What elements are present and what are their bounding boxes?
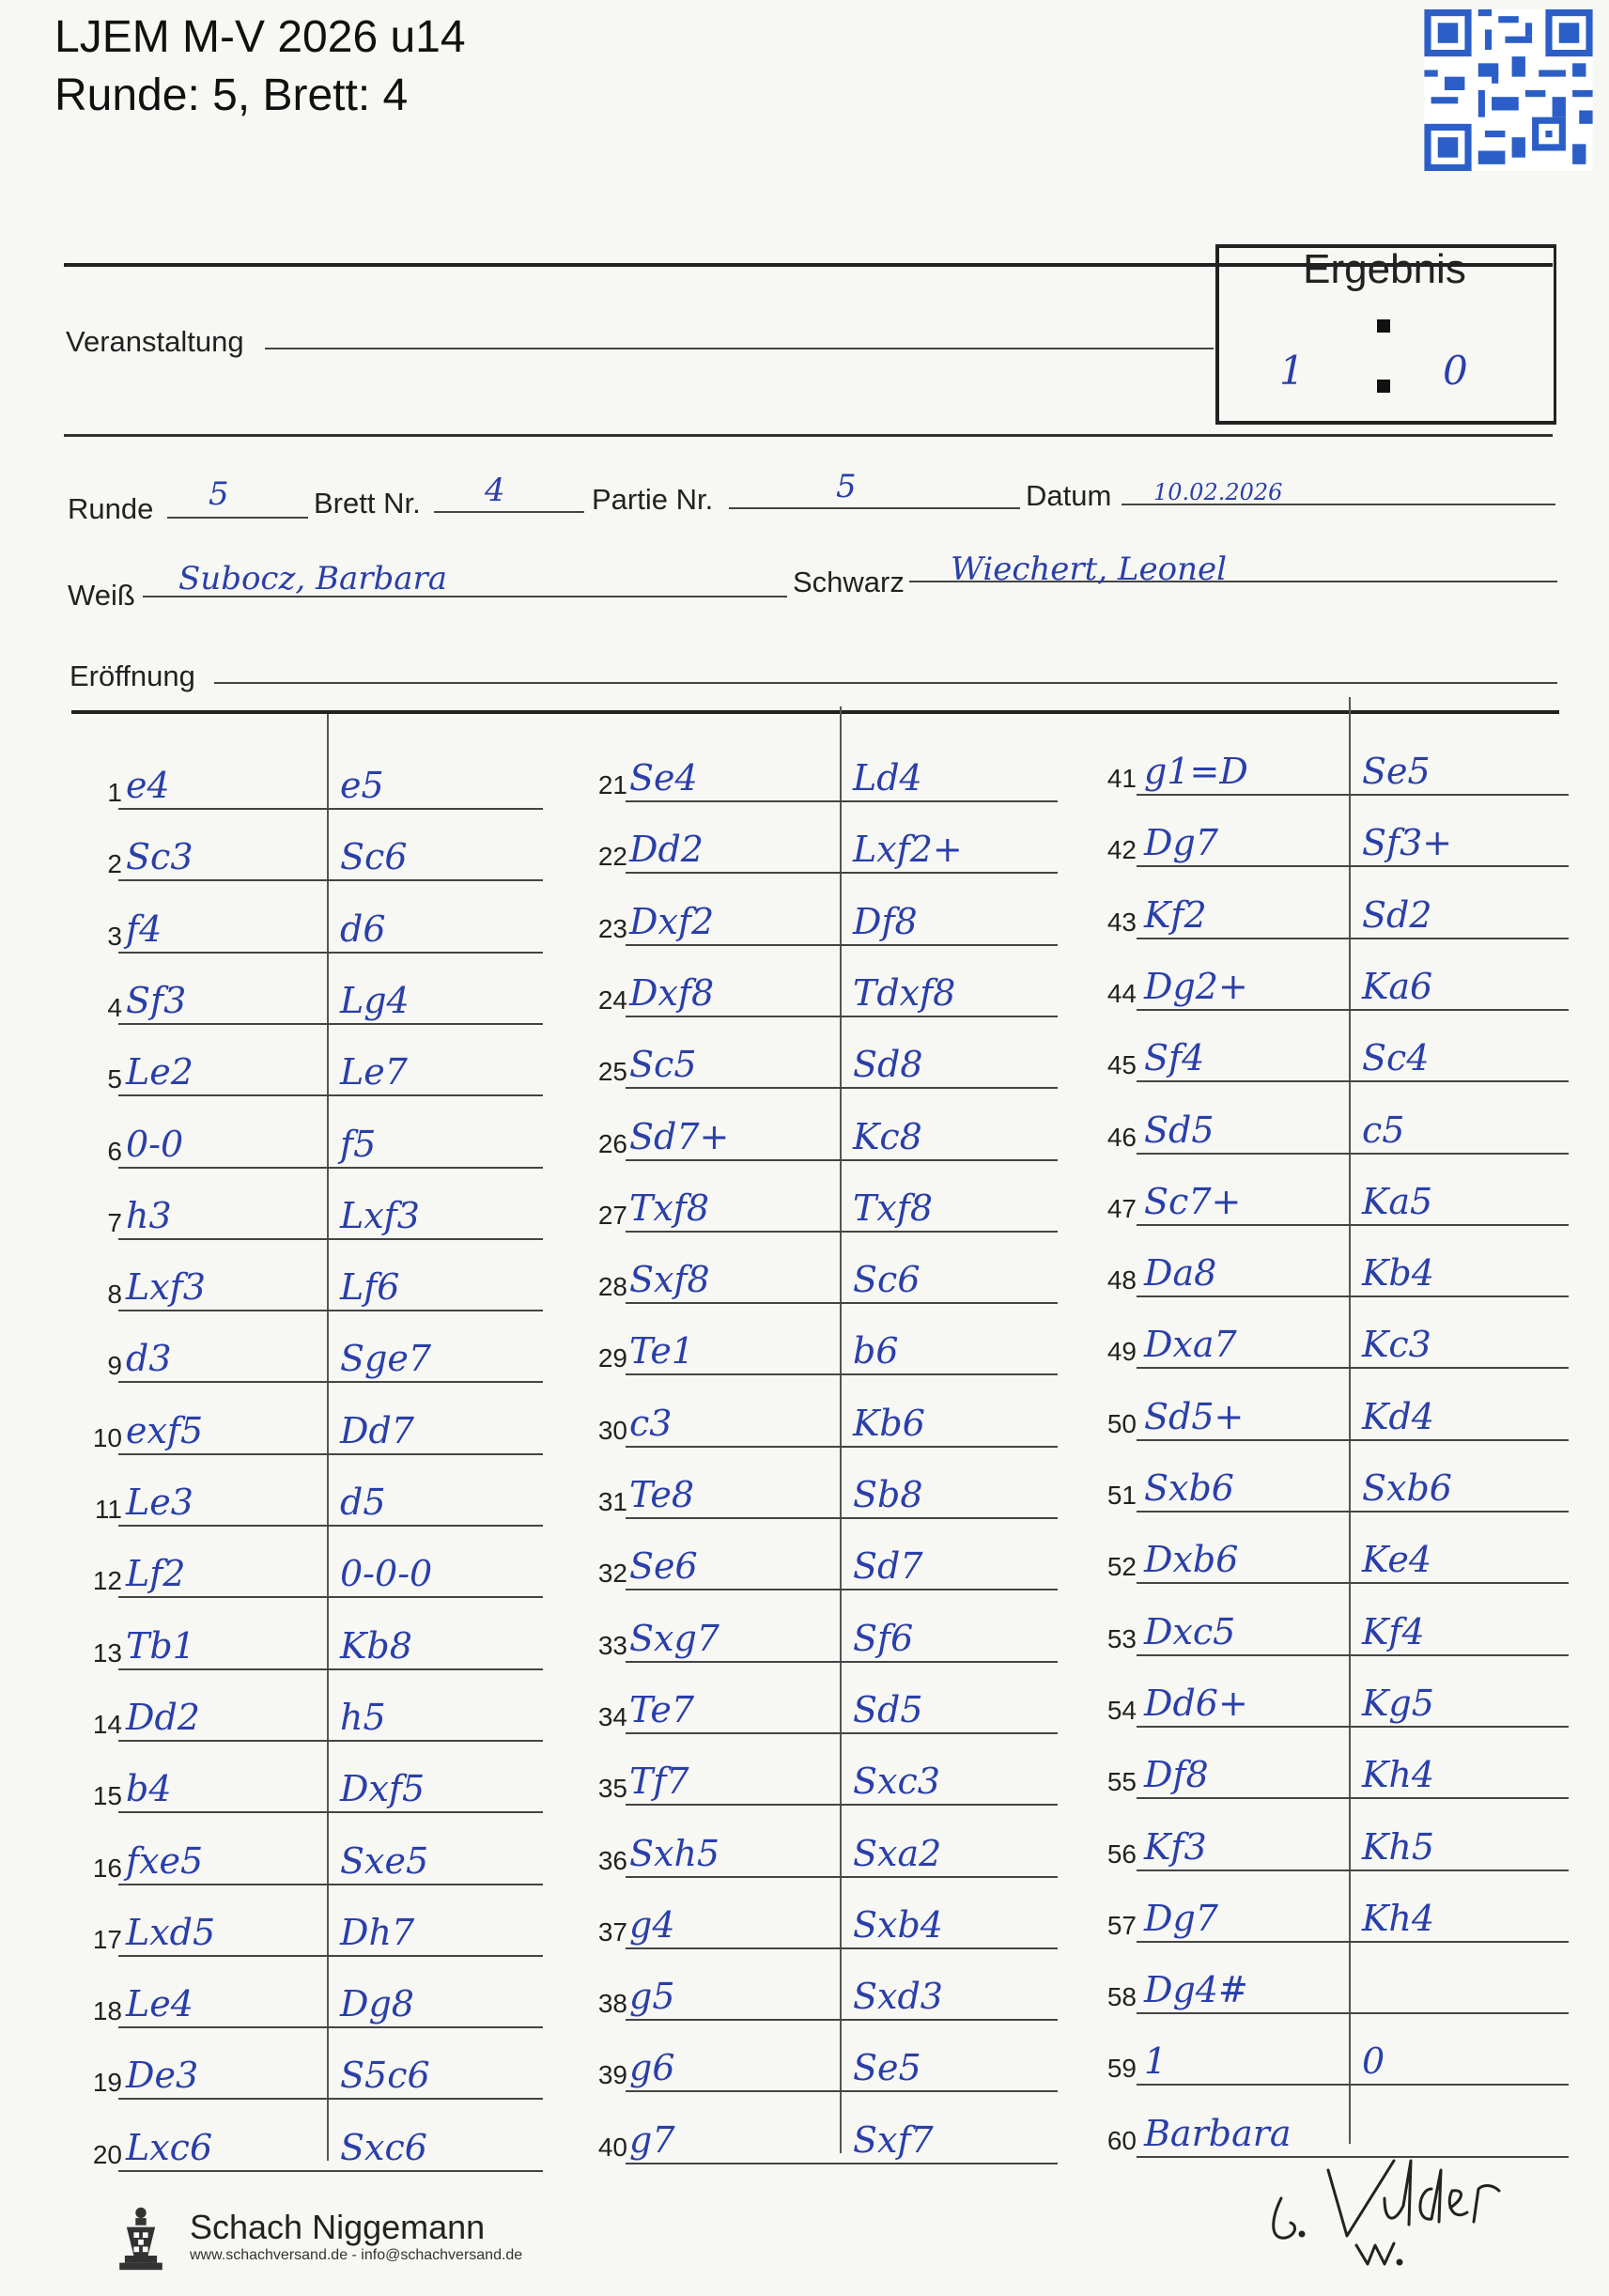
move-number: 24 [597,985,627,1015]
black-move[interactable]: Kf4 [1362,1610,1425,1652]
black-move[interactable]: Sxa2 [853,1832,942,1874]
game-value[interactable]: 5 [836,468,857,505]
move-row-line [1137,1367,1569,1369]
move-number: 42 [1106,835,1137,865]
move-row-line [1137,1941,1569,1943]
move-row-line [118,1023,543,1025]
move-number: 1 [107,778,122,807]
white-move[interactable]: Te7 [629,1688,695,1730]
move-number: 28 [597,1272,627,1302]
move-number: 18 [92,1996,122,2026]
black-move[interactable]: Sxe5 [340,1839,429,1882]
white-move[interactable]: c3 [629,1402,673,1444]
move-row-line [1137,1582,1569,1584]
move-number: 8 [107,1280,122,1310]
white-move[interactable]: Lxd5 [126,1911,216,1953]
black-move[interactable]: Sxf7 [853,2118,934,2161]
move-number: 33 [597,1630,627,1660]
move-number: 9 [107,1351,122,1381]
white-move[interactable]: Te1 [629,1330,695,1373]
move-row-line [1137,1797,1569,1799]
move-number: 32 [597,1559,627,1589]
white-move[interactable]: Le3 [126,1482,193,1523]
board-label: Brett Nr. [314,487,421,520]
white-move[interactable]: Dg4# [1144,1969,1248,2011]
move-number: 54 [1106,1695,1137,1725]
white-move[interactable]: Tb1 [126,1624,195,1667]
black-move[interactable]: Sxb6 [1362,1467,1452,1509]
publisher-contact: www.schachversand.de - info@schachversand.de [190,2247,523,2263]
move-number: 59 [1106,2054,1137,2084]
black-move[interactable]: Lxf3 [340,1194,420,1236]
black-move[interactable]: Kc8 [853,1115,922,1157]
move-row-line [1137,1726,1569,1728]
white-move[interactable]: Dd2 [126,1696,200,1738]
black-move[interactable]: Df8 [853,900,918,942]
white-move[interactable]: Sc5 [629,1044,697,1086]
black-move[interactable]: Sxb4 [853,1903,943,1946]
white-move[interactable]: g7 [629,2118,675,2161]
white-move[interactable]: Lxc6 [126,2126,213,2168]
white-move[interactable]: g6 [629,2047,675,2089]
move-row-line [1137,1439,1569,1441]
round-board-subtitle: Runde: 5, Brett: 4 [54,70,409,120]
white-move[interactable]: Sd7+ [629,1115,730,1157]
move-number: 29 [597,1343,627,1373]
black-move[interactable]: d5 [340,1482,386,1523]
date-value[interactable]: 10.02.2026 [1153,479,1283,505]
black-move[interactable]: Sc6 [340,836,408,878]
move-number: 2 [107,849,122,879]
move-row-line [118,1238,543,1240]
move-number: 57 [1106,1910,1137,1940]
move-row-line [626,1373,1058,1375]
white-move[interactable]: Dxb6 [1144,1539,1239,1581]
white-move[interactable]: Sd5 [1144,1109,1214,1151]
move-number: 7 [107,1207,122,1237]
move-row-line [626,1947,1058,1949]
move-row-line [118,2026,543,2028]
result-colon-dot-bottom [1377,380,1390,393]
round-label: Runde [68,492,154,525]
move-number: 55 [1106,1767,1137,1797]
white-move[interactable]: Sd5+ [1144,1395,1245,1437]
black-move[interactable]: Le7 [340,1051,408,1094]
white-move[interactable]: 1 [1144,2040,1168,2083]
white-move[interactable]: Sf4 [1144,1037,1205,1079]
black-move[interactable]: 0 [1362,2040,1385,2083]
white-move[interactable]: Se6 [629,1545,698,1588]
white-move[interactable]: d3 [126,1338,172,1380]
white-move[interactable]: Dxa7 [1144,1324,1237,1366]
move-row-line [626,1159,1058,1161]
signature-scribble [1253,2133,1516,2273]
move-number: 26 [597,1128,627,1158]
result-white[interactable]: 1 [1279,348,1305,394]
black-move[interactable]: Sxc3 [853,1761,940,1803]
move-row-line [118,1310,543,1311]
move-number: 15 [92,1781,122,1811]
move-row-line [118,1955,543,1957]
move-number: 46 [1106,1122,1137,1152]
black-move[interactable]: f5 [340,1123,377,1165]
move-number: 16 [92,1853,122,1883]
white-move[interactable]: Dd2 [629,829,704,871]
white-move[interactable]: Da8 [1144,1252,1217,1295]
move-row-line [1137,1009,1569,1011]
move-row-line [118,1668,543,1670]
move-row-line [626,872,1058,874]
black-move[interactable]: Sd5 [853,1688,923,1730]
white-move[interactable]: Sf3 [126,979,187,1021]
black-move[interactable]: Lg4 [340,979,410,1021]
white-move[interactable]: Dxf8 [629,971,715,1014]
publisher-name: Schach Niggemann [190,2208,486,2246]
black-move[interactable]: Dxf5 [340,1768,425,1810]
move-row-line [626,1517,1058,1519]
black-move[interactable]: e5 [340,765,384,806]
move-row-line [626,1876,1058,1878]
move-row-line [1137,2012,1569,2014]
move-number: 35 [597,1774,627,1804]
black-move[interactable]: d6 [340,908,386,950]
event-label: Veranstaltung [66,325,244,358]
move-row-line [1137,794,1569,796]
event-input-line[interactable] [265,348,1214,349]
move-row-line [626,2019,1058,2021]
black-move[interactable]: Sd2 [1362,893,1432,936]
white-move[interactable]: f4 [126,908,162,950]
move-row-line [1137,865,1569,867]
result-black[interactable]: 0 [1443,348,1468,394]
black-move[interactable]: S5c6 [340,2055,430,2097]
black-move[interactable]: Ke4 [1362,1539,1432,1581]
black-move[interactable]: Sf3+ [1362,822,1453,864]
black-move[interactable]: Sxd3 [853,1976,943,2018]
white-move[interactable]: Kf3 [1144,1825,1207,1868]
move-number: 13 [92,1637,122,1668]
move-number: 34 [597,1701,627,1731]
move-row-line [1137,1511,1569,1513]
black-label: Schwarz [793,566,905,598]
black-move[interactable]: Sc6 [853,1259,921,1301]
white-label: Weiß [68,579,135,612]
move-number: 43 [1106,907,1137,937]
black-move[interactable]: Sxc6 [340,2126,427,2168]
move-number: 17 [92,1924,122,1954]
white-move[interactable]: g1=D [1144,751,1248,792]
black-move[interactable]: Dh7 [340,1911,415,1953]
move-number: 48 [1106,1265,1137,1295]
black-move[interactable]: Kd4 [1362,1395,1434,1437]
game-label: Partie Nr. [592,483,714,516]
black-move[interactable]: Kb8 [340,1624,412,1667]
move-row-line [118,1167,543,1169]
white-move[interactable]: Tf7 [629,1761,689,1803]
white-move[interactable]: h3 [126,1194,172,1236]
white-move[interactable]: Dg7 [1144,822,1218,864]
white-move[interactable]: Sc3 [126,836,193,878]
move-number: 60 [1106,2125,1137,2155]
white-player-name[interactable]: Subocz, Barbara [178,560,448,597]
move-number: 39 [597,2060,627,2090]
move-number: 10 [92,1422,122,1452]
black-move[interactable]: Lf6 [340,1266,400,1309]
move-number: 19 [92,2068,122,2098]
black-move[interactable]: b6 [853,1330,899,1373]
black-move[interactable]: c5 [1362,1109,1405,1151]
game-line [729,507,1020,509]
black-move[interactable]: Sc4 [1362,1037,1430,1079]
white-move[interactable]: Df8 [1144,1754,1209,1796]
move-row-line [626,1087,1058,1089]
black-move[interactable]: Sd8 [853,1044,923,1086]
black-move[interactable]: Kh5 [1362,1825,1435,1868]
black-move[interactable]: Kg5 [1362,1682,1434,1724]
black-move[interactable]: Ld4 [853,757,922,799]
move-number: 37 [597,1916,627,1947]
move-row-line [118,1811,543,1813]
white-move[interactable]: g5 [629,1976,675,2018]
move-number: 30 [597,1415,627,1445]
black-move[interactable]: Lxf2+ [853,829,963,871]
move-number: 40 [597,2132,627,2162]
opening-line[interactable] [214,682,1557,684]
move-row-line [118,808,543,810]
black-move[interactable]: Kh4 [1362,1897,1435,1939]
move-row-line [1137,1224,1569,1226]
black-player-name[interactable]: Wiechert, Leonel [951,551,1227,588]
move-row-line [1137,1080,1569,1082]
black-move[interactable]: Kh4 [1362,1754,1435,1796]
opening-label: Eröffnung [70,659,195,692]
white-move[interactable]: Kf2 [1144,893,1207,936]
move-number: 52 [1106,1552,1137,1582]
white-move[interactable]: Dxc5 [1144,1610,1236,1652]
move-row-line [118,1094,543,1096]
move-row-line [118,952,543,954]
black-move[interactable]: Kc3 [1362,1324,1431,1366]
move-number: 50 [1106,1408,1137,1438]
move-row-line [1137,1295,1569,1297]
result-title: Ergebnis [1303,246,1466,292]
black-move[interactable]: Kb4 [1362,1252,1434,1295]
black-move[interactable]: Dg8 [340,1983,414,2025]
black-move[interactable]: Txf8 [853,1187,934,1229]
move-number: 58 [1106,1982,1137,2012]
black-move[interactable]: Se5 [1362,751,1431,792]
move-row-line [118,1596,543,1598]
white-move[interactable]: Lxf3 [126,1266,206,1309]
move-number: 53 [1106,1623,1137,1653]
move-number: 36 [597,1845,627,1875]
move-number: 49 [1106,1337,1137,1367]
move-number: 25 [597,1057,627,1087]
white-move[interactable]: Dg7 [1144,1897,1218,1939]
move-number: 12 [92,1566,122,1596]
black-move[interactable]: Sf6 [853,1617,914,1659]
move-row-line [1137,938,1569,939]
white-move[interactable]: Se4 [629,757,698,799]
move-row-line [1137,2084,1569,2086]
moves-table-top-rule [71,710,1559,714]
move-row-line [626,1804,1058,1806]
black-move[interactable]: Ka5 [1362,1180,1433,1222]
move-row-line [1137,1869,1569,1871]
white-move[interactable]: Sc7+ [1144,1180,1242,1222]
move-row-line [118,1381,543,1383]
move-number: 51 [1106,1481,1137,1510]
white-move[interactable]: 0-0 [126,1123,184,1165]
black-move[interactable]: Sd7 [853,1545,923,1588]
white-move[interactable]: b4 [126,1768,172,1810]
move-number: 11 [94,1495,122,1524]
white-move[interactable]: Te8 [629,1474,695,1515]
move-number: 22 [597,842,627,872]
white-move[interactable]: Dd6+ [1144,1682,1248,1724]
move-row-line [626,2163,1058,2164]
move-row-line [626,1302,1058,1304]
move-number: 38 [597,1989,627,2019]
col1-divider [327,714,329,2161]
move-number: 5 [107,1064,122,1094]
move-number: 3 [107,921,122,951]
white-move[interactable]: Barbara [1144,2112,1292,2154]
move-row-line [118,1740,543,1742]
white-move[interactable]: Le2 [126,1051,193,1094]
move-row-line [626,1231,1058,1233]
move-number: 4 [107,992,122,1022]
white-move[interactable]: e4 [126,765,170,806]
black-move[interactable]: Sge7 [340,1338,432,1380]
move-number: 23 [597,913,627,943]
black-move[interactable]: Kb6 [853,1402,925,1444]
result-colon-dot-top [1377,319,1390,333]
round-line [167,517,308,519]
black-move[interactable]: Tdxf8 [853,971,956,1014]
white-move[interactable]: Lf2 [126,1553,186,1595]
event-title: LJEM M-V 2026 u14 [54,12,466,62]
white-move[interactable]: De3 [126,2055,199,2097]
white-move[interactable]: Le4 [126,1983,193,2025]
col2-divider [840,706,842,2153]
move-row-line [626,2090,1058,2092]
white-move[interactable]: Sxf8 [629,1259,710,1301]
black-move[interactable]: 0-0-0 [340,1553,433,1595]
board-line [434,511,584,513]
white-move[interactable]: fxe5 [126,1839,204,1882]
date-label: Datum [1026,479,1112,512]
move-row-line [626,1589,1058,1590]
move-row-line [118,1525,543,1527]
white-move[interactable]: Txf8 [629,1187,710,1229]
white-move[interactable]: Sxh5 [629,1832,720,1874]
event-frame-bottom-rule [64,434,1553,437]
black-move[interactable]: h5 [340,1696,386,1738]
black-move[interactable]: Ka6 [1362,965,1433,1007]
move-row-line [1137,1153,1569,1155]
board-value[interactable]: 4 [485,472,505,509]
black-move[interactable]: Se5 [853,2047,921,2089]
move-number: 47 [1106,1193,1137,1223]
white-move[interactable]: Sxb6 [1144,1467,1234,1509]
move-number: 45 [1106,1050,1137,1080]
black-move[interactable]: Dd7 [340,1409,414,1451]
white-move[interactable]: Dxf2 [629,900,715,942]
move-row-line [1137,1654,1569,1656]
move-row-line [626,1446,1058,1448]
round-value[interactable]: 5 [209,475,229,513]
move-number: 6 [107,1136,122,1166]
col3-divider [1349,697,1351,2144]
move-number: 44 [1106,978,1137,1008]
move-row-line [118,879,543,881]
white-move[interactable]: g4 [629,1903,675,1946]
black-move[interactable]: Sb8 [853,1474,923,1515]
move-row-line [118,1884,543,1885]
move-number: 41 [1106,764,1137,793]
chess-piece-logo-icon [105,2202,177,2273]
move-row-line [626,1661,1058,1663]
white-move[interactable]: Sxg7 [629,1617,719,1659]
qr-code-icon [1424,9,1593,171]
move-number: 20 [92,2139,122,2169]
move-row-line [626,1016,1058,1017]
move-number: 56 [1106,1838,1137,1869]
white-move[interactable]: exf5 [126,1409,204,1451]
move-number: 27 [597,1200,627,1230]
move-row-line [118,2098,543,2100]
move-number: 21 [597,770,627,799]
move-row-line [626,944,1058,946]
move-number: 31 [597,1487,627,1516]
move-row-line [626,800,1058,802]
move-row-line [118,1453,543,1455]
move-row-line [626,1732,1058,1734]
move-row-line [118,2170,543,2172]
move-number: 14 [92,1709,122,1739]
white-move[interactable]: Dg2+ [1144,965,1248,1007]
